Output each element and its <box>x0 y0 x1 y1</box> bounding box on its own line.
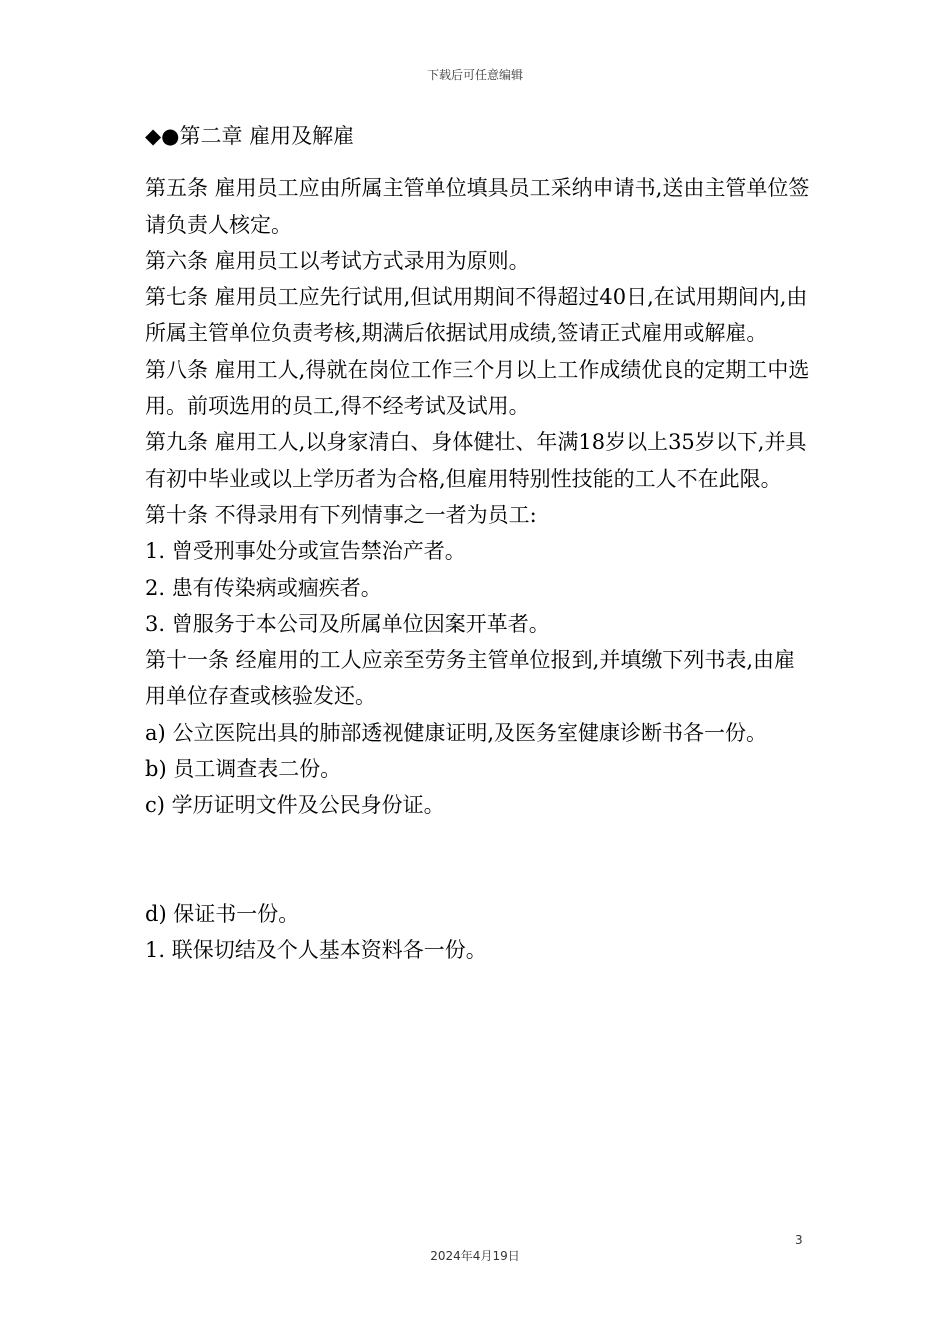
page-number: 3 <box>795 1233 803 1247</box>
page-header: 下载后可任意编辑 <box>426 68 523 82</box>
article-10: 第十条 不得录用有下列情事之一者为员工: <box>145 502 537 527</box>
article-11-item-b: b) 员工调查表二份。 <box>145 757 342 782</box>
footer-date: 2024年4月19日 <box>430 1249 520 1263</box>
article-8: 第八条 雇用工人,得就在岗位工作三个月以上工作成绩优良的定期工中选用。前项选用的员工,得不经考试及试用。 <box>145 357 810 419</box>
article-9: 第九条 雇用工人,以身家清白、身体健壮、年满18岁以上35岁以下,并具有初中毕业或以上学历者为合格,但雇用特别性技能的工人不在此限。 <box>145 430 807 491</box>
article-7: 第七条 雇用员工应先行试用,但试用期间不得超过40日,在试用期间内,由所属主管单位负责考核,期满后依据试用成绩,签请正式雇用或解雇。 <box>145 285 808 346</box>
article-11-item-c: c) 学历证明文件及公民身份证。 <box>145 793 445 818</box>
article-11-item-1: 1. 联保切结及个人基本资料各一份。 <box>145 937 487 962</box>
article-10-item-2: 2. 患有传染病或痼疾者。 <box>145 575 382 600</box>
chapter-title: ◆●第二章 雇用及解雇 <box>145 124 355 148</box>
article-5: 第五条 雇用员工应由所属主管单位填具员工采纳申请书,送由主管单位签请负责人核定。 <box>145 176 810 237</box>
article-6: 第六条 雇用员工以考试方式录用为原则。 <box>145 248 530 273</box>
article-10-item-1: 1. 曾受刑事处分或宣告禁治产者。 <box>145 539 466 564</box>
article-11: 第十一条 经雇用的工人应亲至劳务主管单位报到,并填缴下列书表,由雇用单位存查或核验发还。 <box>145 648 796 709</box>
document-body <box>145 118 815 968</box>
article-10-item-3: 3. 曾服务于本公司及所属单位因案开革者。 <box>145 611 550 636</box>
blank-space <box>145 824 815 896</box>
article-11-item-a: a) 公立医院出具的肺部透视健康证明,及医务室健康诊断书各一份。 <box>145 720 768 745</box>
article-11-item-d: d) 保证书一份。 <box>145 901 300 926</box>
